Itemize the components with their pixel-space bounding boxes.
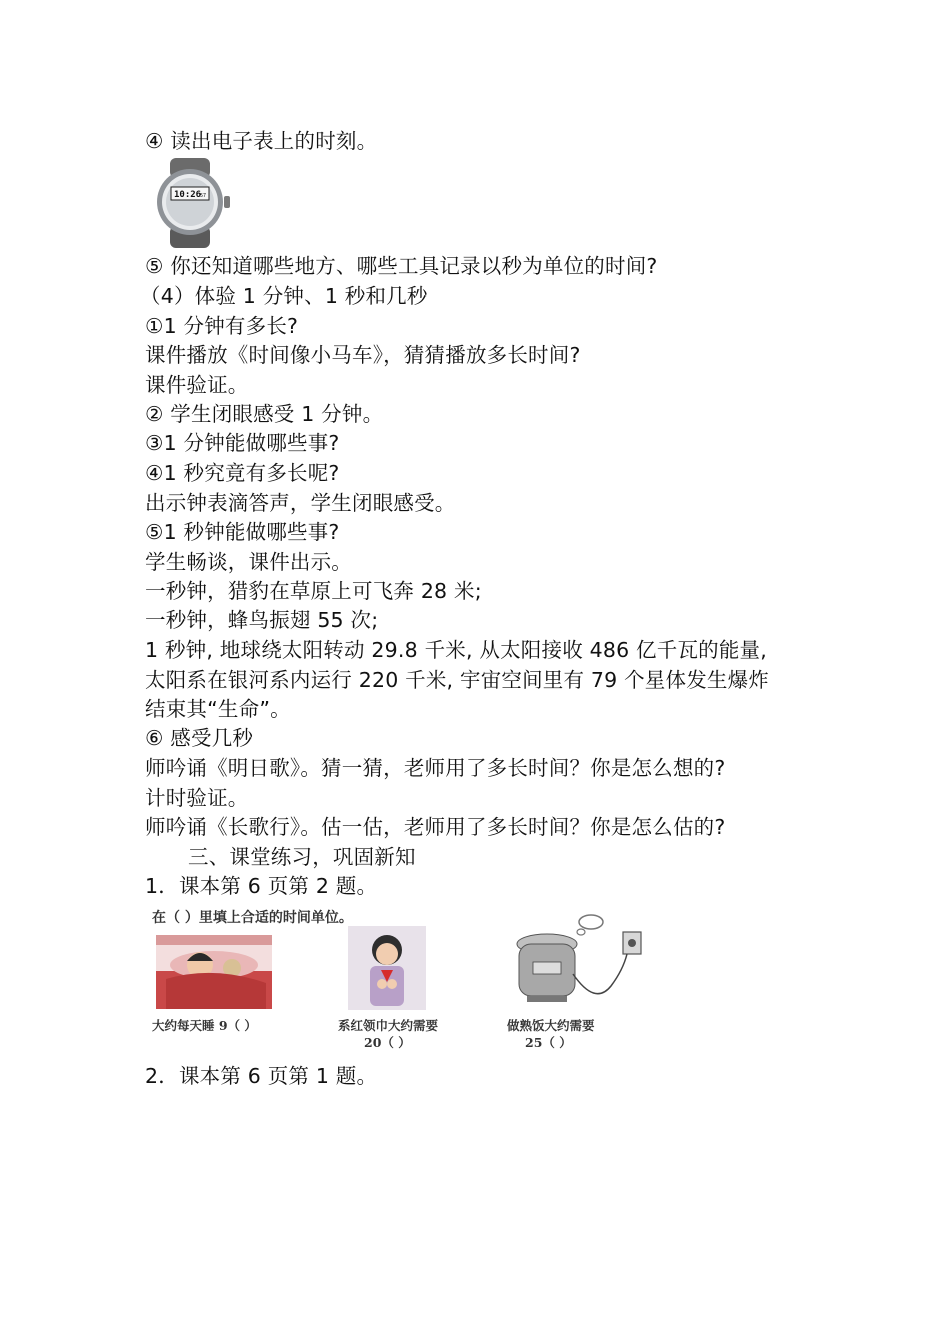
watch-seconds: 57 [200,193,207,199]
text-line: ①1 分钟有多长? [145,314,299,338]
exercise-caption: 25（ ） [525,1035,572,1050]
text-line: 一秒钟，蜂鸟振翅 55 次; [145,608,379,632]
text-line: 出示钟表滴答声，学生闭眼感受。 [145,491,456,515]
text-line: ⑤1 秒钟能做哪些事? [145,520,340,544]
section-heading: 三、课堂练习，巩固新知 [188,845,416,869]
text-line: 学生畅谈，课件出示。 [145,550,352,574]
text-line: 计时验证。 [145,786,249,810]
text-line: ④1 秒究竟有多长呢? [145,461,340,485]
text-line: ④ 读出电子表上的时刻。 [145,129,378,153]
exercise-caption: 大约每天睡 9（ ） [152,1018,257,1033]
exercise-caption: 做熟饭大约需要 [507,1018,595,1033]
exercise-instruction: 在（ ）里填上合适的时间单位。 [152,910,353,926]
wristwatch-icon [150,158,232,248]
watch-time: 10:26 [174,190,202,200]
girl-tying-scarf-picture [348,926,426,1010]
text-line: 1 秒钟, 地球绕太阳转动 29.8 千米, 从太阳接收 486 亿千瓦的能量, [145,638,767,662]
rice-cooker-picture [515,910,645,1010]
text-line: ⑥ 感受几秒 [145,726,254,750]
text-line: 师吟诵《明日歌》。猜一猜，老师用了多长时间？你是怎么想的? [145,756,726,780]
sleeping-child-picture [156,935,272,1009]
text-line: ⑤ 你还知道哪些地方、哪些工具记录以秒为单位的时间? [145,254,658,278]
text-line: 1．课本第 6 页第 2 题。 [145,874,378,898]
text-line: 结束其“生命”。 [145,697,291,721]
text-line: ② 学生闭眼感受 1 分钟。 [145,402,384,426]
text-line: 一秒钟，猎豹在草原上可飞奔 28 米; [145,579,482,603]
text-line: 课件播放《时间像小马车》，猜猜播放多长时间? [145,343,581,367]
text-line: 2．课本第 6 页第 1 题。 [145,1064,378,1088]
text-line: 太阳系在银河系内运行 220 千米, 宇宙空间里有 79 个星体发生爆炸 [145,668,770,692]
exercise-caption: 系红领巾大约需要 [338,1018,439,1033]
section-heading: （4）体验 1 分钟、1 秒和几秒 [140,284,428,308]
text-line: 课件验证。 [145,373,249,397]
text-line: 师吟诵《长歌行》。估一估，老师用了多长时间？你是怎么估的? [145,815,726,839]
exercise-caption: 20（ ） [364,1035,411,1050]
text-line: ③1 分钟能做哪些事? [145,431,340,455]
